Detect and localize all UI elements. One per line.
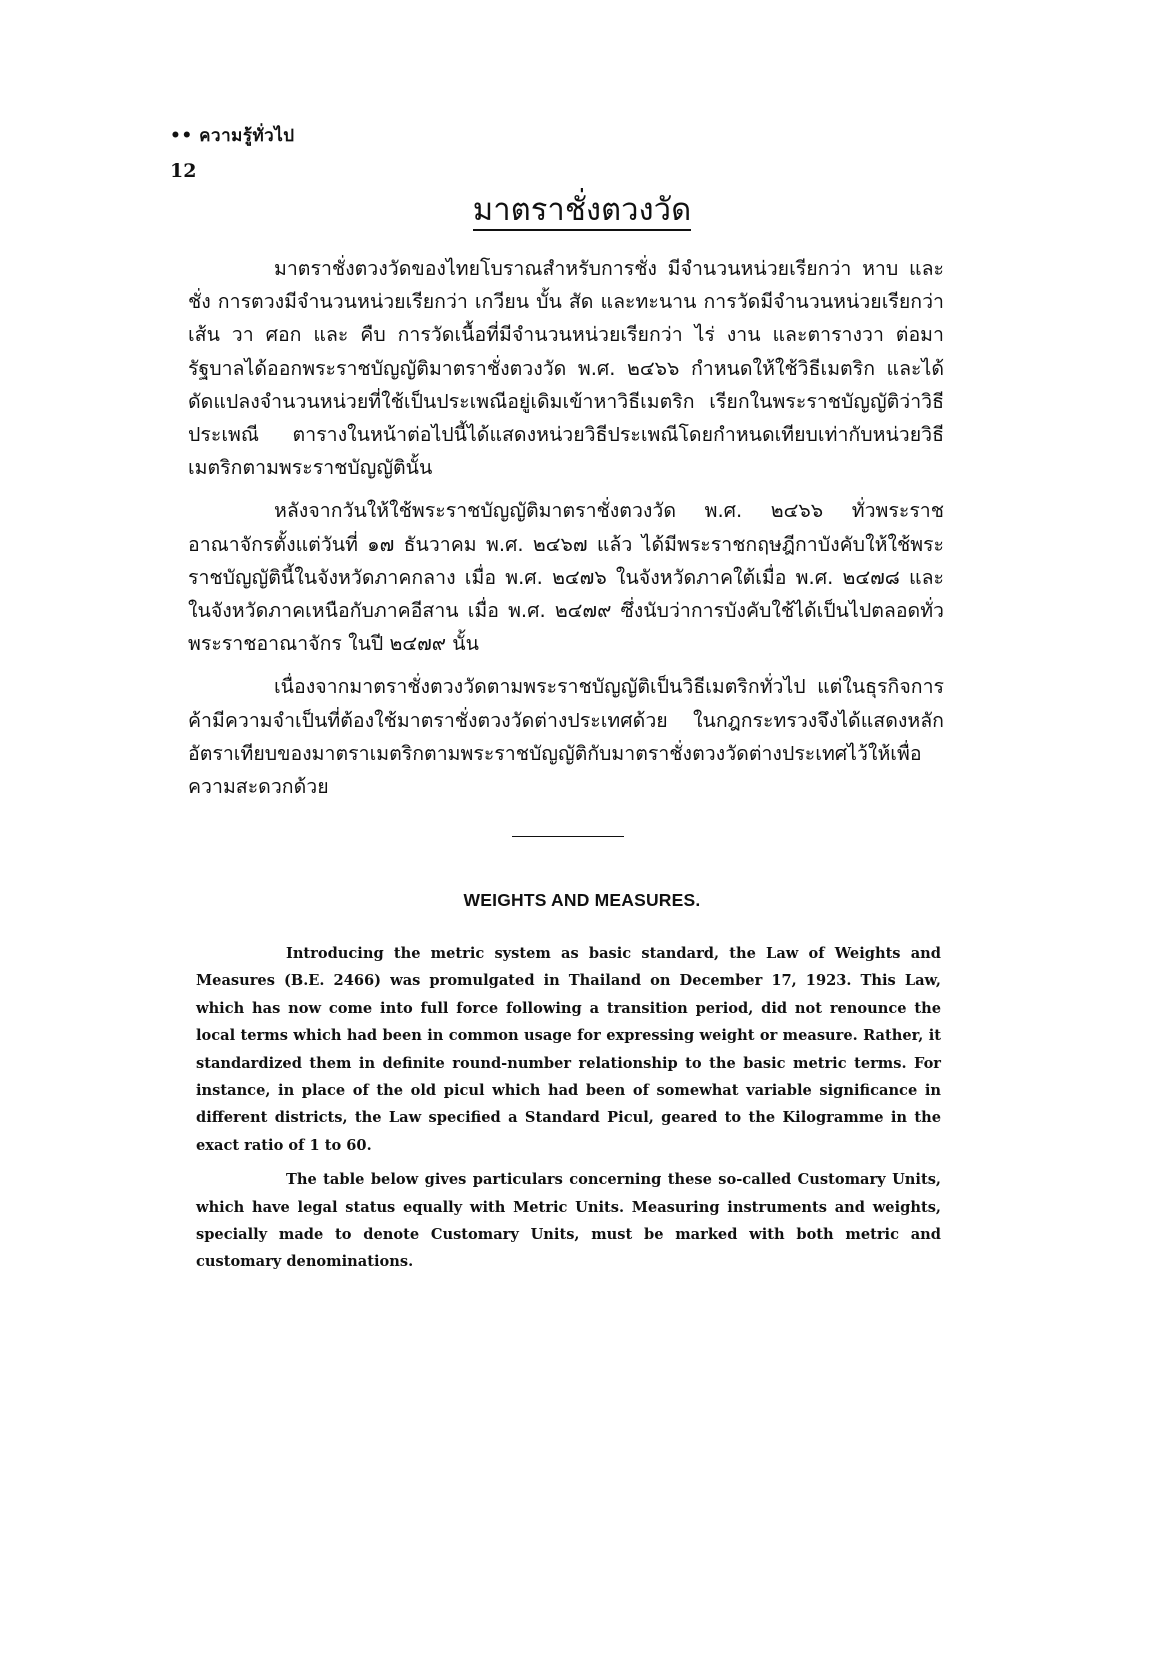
thai-paragraph-2: หลังจากวันให้ใช้พระราชบัญญัติมาตราชั่งตวงวัด พ.ศ. ๒๔๖๖ ทั่วพระราชอาณาจักรตั้งแต่วันที่ ๑๗ ธันวาคม พ.ศ. ๒๔๖๗ แล้ว ได้มีพระราชกฤษฎีกาบังคับให้ใช้พระราชบัญญัตินี้ในจังหวัดภาคกลาง เมื่อ พ.ศ. ๒๔๗๖ ในจังหวัดภาคใต้เมื่อ พ.ศ. ๒๔๗๘ และในจังหวัดภาคเหนือกับภาคอีสาน เมื่อ พ.ศ. ๒๔๗๙ ซึ่งนับว่าการบังคับใช้ได้เป็นไปตลอดทั่วพระราชอาณาจักร ในปี ๒๔๗๙ นั้น [188,499,944,656]
thai-paragraph-3: เนื่องจากมาตราชั่งตวงวัดตามพระราชบัญญัติเป็นวิธีเมตริกทั่วไป แต่ในธุรกิจการค้ามีความจำเป็นที่ต้องใช้มาตราชั่งตวงวัดต่างประเทศด้วย ในกฎกระทรวงจึงได้แสดงหลักอัตราเทียบของมาตราเมตริกตามพระราชบัญญัติกับมาตราชั่งตวงวัดต่างประเทศไว้ให้เพื่อความสะดวกด้วย [188,675,944,799]
english-paragraph-2: The table below gives particulars concerning these so-called Customary Units, which have legal status equally with Metric Units. Measuring instruments and weights, specially made to denote Customary Units, must be marked with both metric and customary denominations. [196,1171,941,1271]
page-number: 12 [170,160,197,182]
section-divider [512,836,624,837]
running-head: •• ความรู้ทั่วไป [170,126,295,146]
thai-title-text: มาตราชั่งตวงวัด [473,192,691,231]
thai-paragraph-1: มาตราชั่งตวงวัดของไทยโบราณสำหรับการชั่ง มีจำนวนหน่วยเรียกว่า หาบ และ ชั่ง การตวงมีจำนวนหน่วยเรียกว่า เกวียน บั้น สัด และทะนาน การวัดมีจำนวนหน่วยเรียกว่า เส้น วา ศอก และ คืบ การวัดเนื้อที่มีจำนวนหน่วยเรียกว่า ไร่ งาน และตารางวา ต่อมารัฐบาลได้ออกพระราชบัญญัติมาตราชั่งตวงวัด พ.ศ. ๒๔๖๖ กำหนดให้ใช้วิธีเมตริก และได้ดัดแปลงจำนวนหน่วยที่ใช้เป็นประเพณีอยู่เดิมเข้าหาวิธีเมตริก เรียกในพระราชบัญญัติว่าวิธีประเพณี ตารางในหน้าต่อไปนี้ได้แสดงหน่วยวิธีประเพณีโดยกำหนดเทียบเท่ากับหน่วยวิธีเมตริกตามพระราชบัญญัตินั้น [188,257,944,480]
english-section-body [196,940,941,1276]
english-section-title: WEIGHTS AND MEASURES. [463,890,701,910]
english-paragraph-1: Introducing the metric system as basic standard, the Law of Weights and Measures (B.E. 2466) was promulgated in Thailand on December 17, 1923. This Law, which has now come into full force following a transition period, did not renounce the local terms which had been in common usage for expressing weight or measure. Rather, it standardized them in definite round-number relationship to the basic metric terms. For instance, in place of the old picul which had been of somewhat variable significance in different districts, the Law specified a Standard Picul, geared to the Kilogramme in the exact ratio of 1 to 60. [196,945,941,1154]
thai-section-body [188,252,944,813]
thai-section-title [0,188,1164,232]
